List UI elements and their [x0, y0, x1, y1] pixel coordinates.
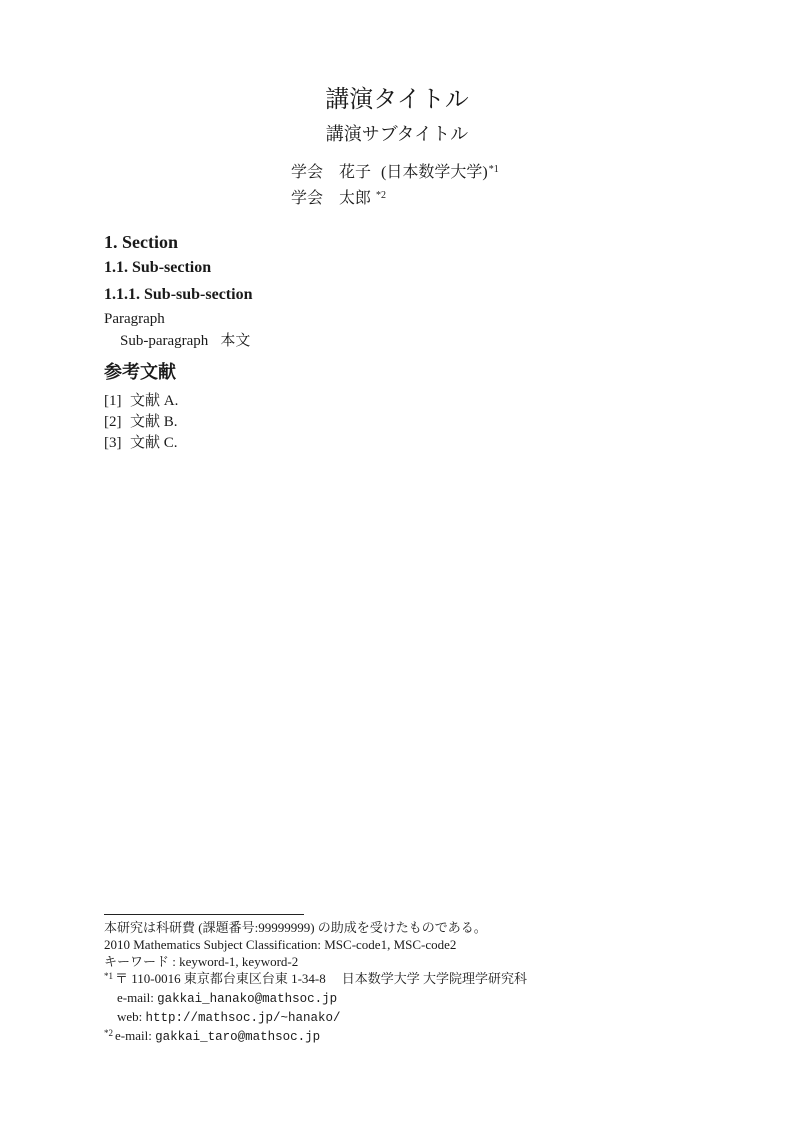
author-name: 学会 花子 — [291, 164, 372, 181]
paragraph-heading: Paragraph — [104, 311, 165, 327]
document-subtitle: 講演サブタイトル — [325, 124, 469, 144]
keywords-note: キーワード : keyword-1, keyword-2 — [104, 954, 299, 969]
footnote-1-email-line — [104, 989, 690, 1008]
reference-label: [2] — [104, 414, 122, 430]
subparagraph-heading: Sub-paragraph — [120, 333, 209, 349]
footnote-1-address-line — [104, 970, 690, 989]
references-heading: 参考文献 — [104, 362, 176, 382]
postal-address: 〒 110-0016 東京都台東区台東 1-34-8 — [115, 971, 326, 986]
author-block — [291, 161, 499, 213]
footnote-2-email-line — [104, 1027, 690, 1046]
email-label: e-mail: — [115, 1028, 156, 1043]
msc-note: 2010 Mathematics Subject Classification: MSC-code1, MSC-code2 — [104, 937, 457, 952]
web-label: web: — [117, 1009, 146, 1024]
acknowledgement-note: 本研究は科研費 (課題番号:99999999) の助成を受けたものである。 — [104, 920, 487, 935]
footnote-affiliation: 日本数学大学 大学院理学研究科 — [341, 971, 528, 986]
email-address: gakkai_taro@mathsoc.jp — [155, 1030, 321, 1044]
reference-item — [104, 394, 690, 409]
reference-list — [104, 394, 690, 451]
author-line — [291, 187, 499, 213]
section-heading: 1. Section — [104, 232, 178, 252]
reference-text: 文献 A. — [130, 393, 179, 409]
reference-item — [104, 415, 690, 430]
subsection-heading: 1.1. Sub-section — [104, 259, 212, 276]
author-line — [291, 161, 499, 187]
subparagraph-line — [104, 334, 690, 349]
footnote-rule — [104, 914, 304, 915]
subsubsection-heading: 1.1.1. Sub-sub-section — [104, 286, 253, 303]
footnote-marker: *1 — [104, 971, 113, 981]
reference-text: 文献 C. — [130, 435, 178, 451]
reference-text: 文献 B. — [130, 414, 178, 430]
footnote-1-web-line — [104, 1008, 690, 1027]
reference-label: [1] — [104, 393, 122, 409]
main-content — [104, 233, 690, 457]
reference-label: [3] — [104, 435, 122, 451]
reference-item — [104, 436, 690, 451]
email-address: gakkai_hanako@mathsoc.jp — [157, 992, 338, 1006]
email-label: e-mail: — [117, 990, 158, 1005]
footnote-marker: *2 — [104, 1028, 113, 1038]
footnote-area — [104, 914, 690, 1046]
author-footnote-marker: *2 — [376, 190, 387, 201]
web-url: http://mathsoc.jp/~hanako/ — [145, 1011, 341, 1025]
document-title: 講演タイトル — [325, 87, 469, 113]
author-footnote-marker: *1 — [488, 164, 499, 175]
author-name: 学会 太郎 — [291, 190, 372, 207]
author-affiliation: (日本数学大学) — [381, 164, 488, 181]
subparagraph-body: 本文 — [220, 333, 251, 349]
